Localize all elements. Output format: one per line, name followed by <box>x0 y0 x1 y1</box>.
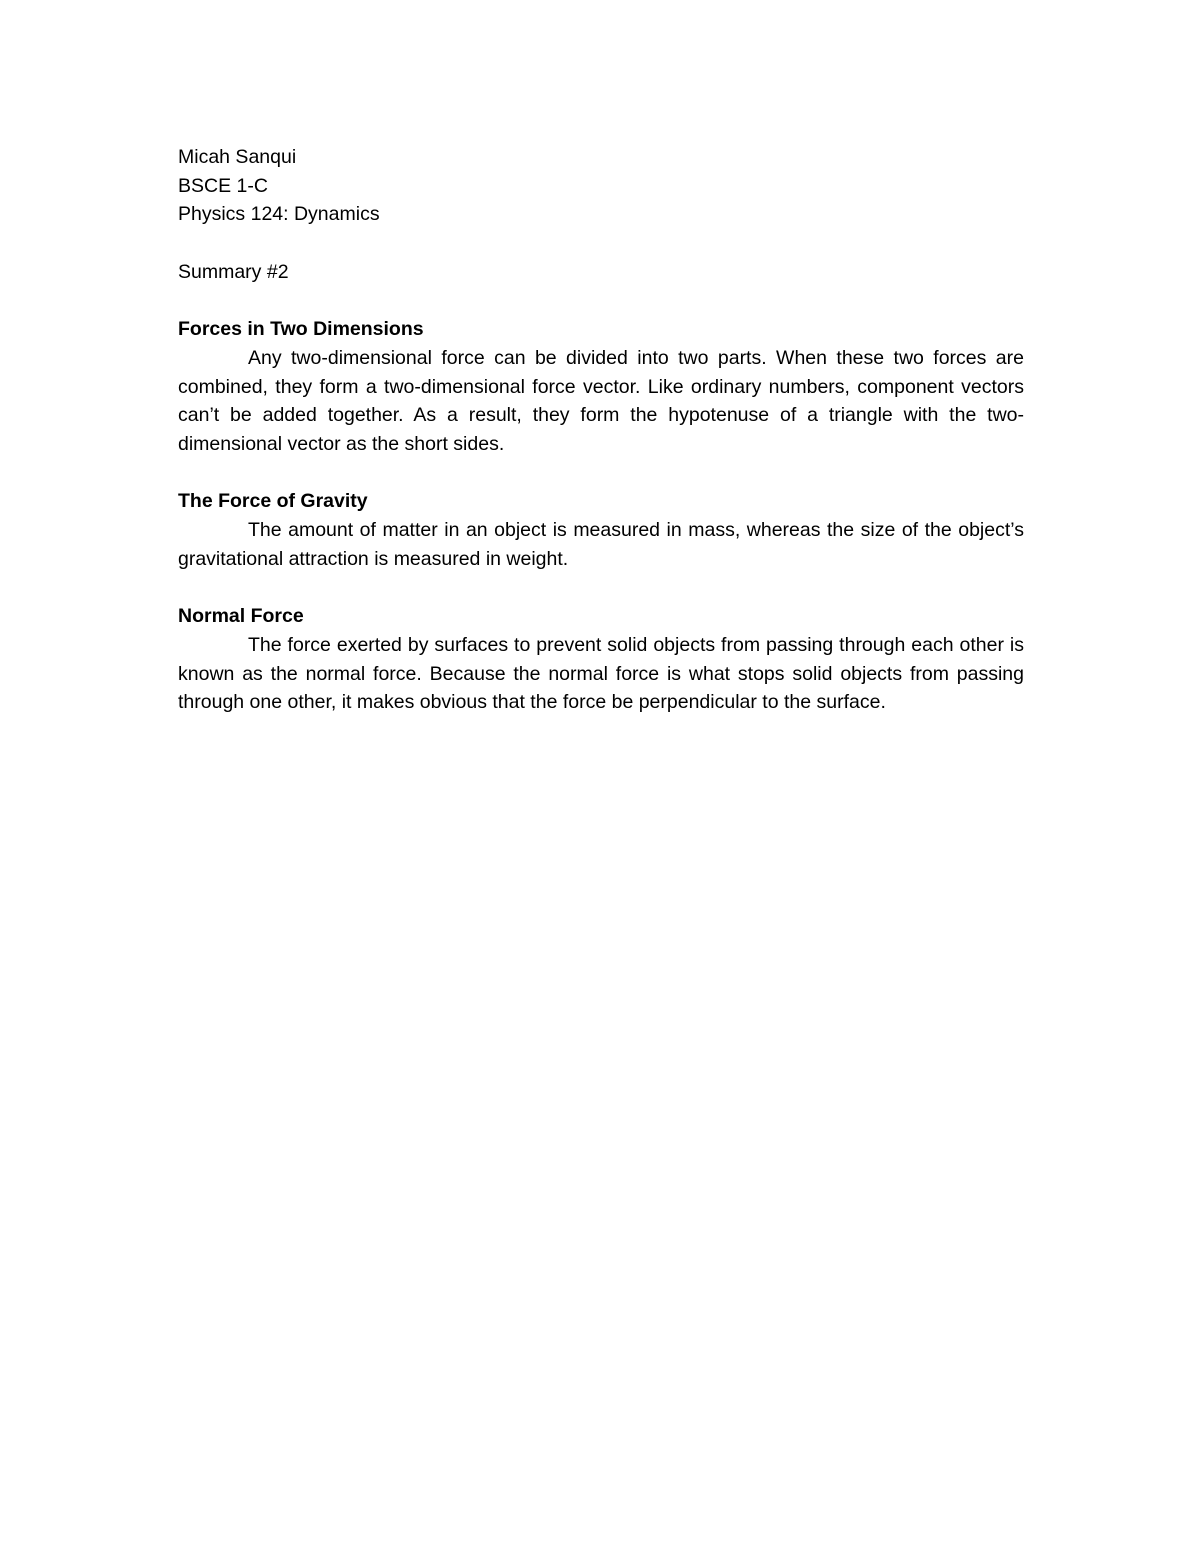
course-title: Physics 124: Dynamics <box>178 203 380 226</box>
section-body-normal-force: The force exerted by surfaces to prevent solid objects from passing through each other is known as the normal force. Because the normal force is what stops solid objects from passing through one other, it makes obvious that the force be perpendicular to the surface. <box>178 633 1024 714</box>
section-heading-normal-force: Normal Force <box>178 605 304 628</box>
section-heading-forces-two-dimensions: Forces in Two Dimensions <box>178 318 424 341</box>
spacer <box>178 459 1024 488</box>
document-body <box>178 143 1024 717</box>
summary-label: Summary #2 <box>178 260 289 283</box>
student-section: BSCE 1-C <box>178 174 268 197</box>
section-heading-force-of-gravity: The Force of Gravity <box>178 490 368 513</box>
section-body-forces-two-dimensions: Any two-dimensional force can be divided into two parts. When these two forces are combined, they form a two-dimensional force vector. Like ordinary numbers, component vectors can’t be added together. As a result, they form the hypotenuse of a triangle with the two-dimensional vector as the short sides. <box>178 346 1024 455</box>
spacer <box>178 574 1024 603</box>
author-name: Micah Sanqui <box>178 146 297 168</box>
section-body-force-of-gravity: The amount of matter in an object is measured in mass, whereas the size of the object’s gravitational attraction is measured in weight. <box>178 519 1024 570</box>
spacer <box>178 287 1024 316</box>
spacer <box>178 229 1024 258</box>
